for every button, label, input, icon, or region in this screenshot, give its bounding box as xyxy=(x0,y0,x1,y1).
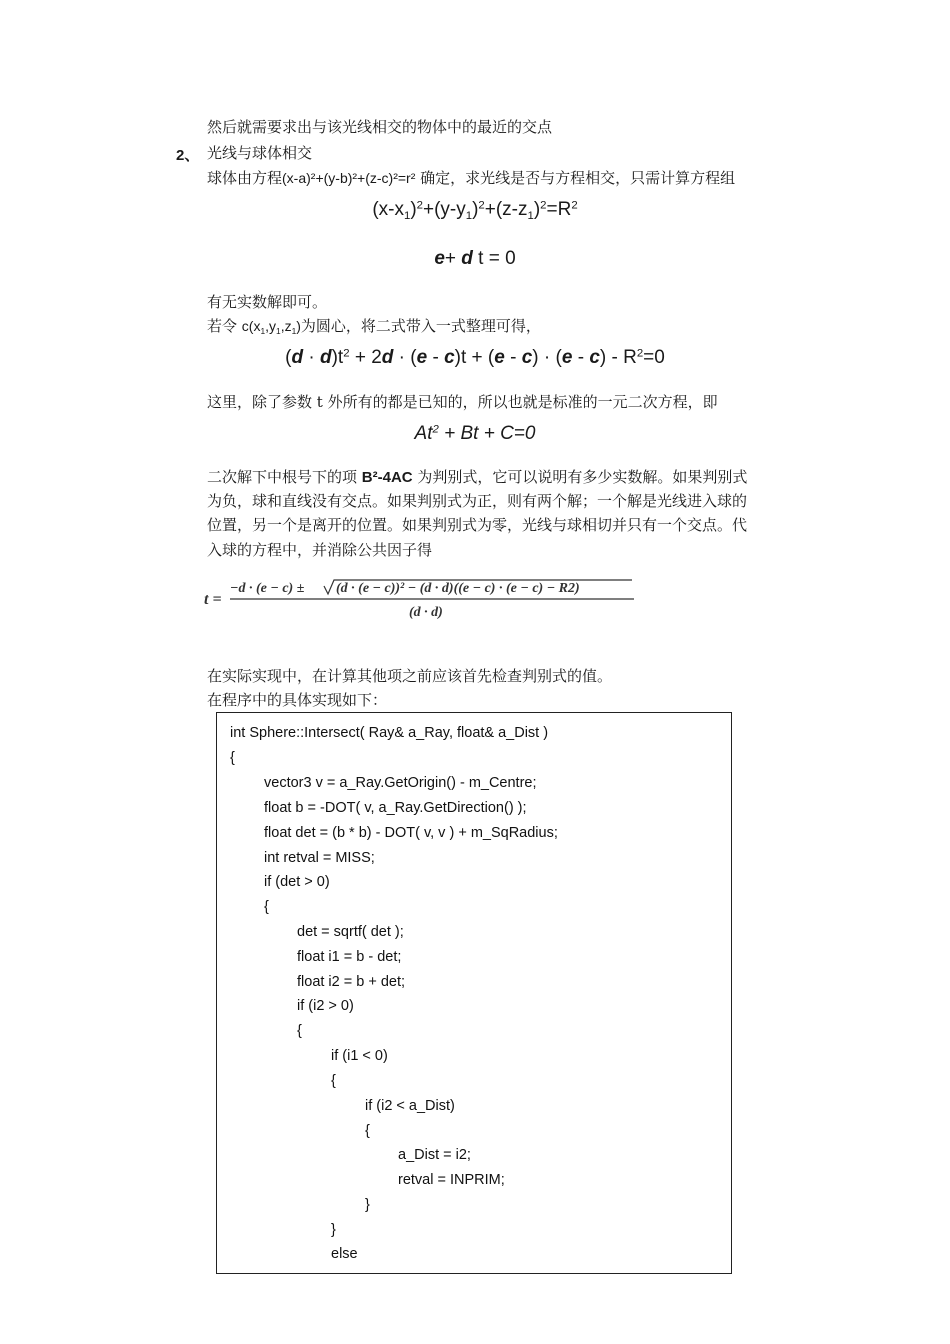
equation-quadratic: $At^2 + Bt + C=0$ xyxy=(414,423,536,444)
code-line: float b = -DOT( v, a_Ray.GetDirection() ); xyxy=(264,800,527,816)
svg-text:(d · d): (d · d) xyxy=(409,605,443,620)
code-line: } xyxy=(365,1197,370,1213)
code-line: if (i2 > 0) xyxy=(297,998,354,1014)
discriminant-line-1 xyxy=(207,467,747,488)
code-line: a_Dist = i2; xyxy=(398,1147,471,1163)
code-block xyxy=(216,712,732,1274)
discriminant-line-2: 为负，球和直线没有交点。如果判别式为正，则有两个解；一个解是光线进入球的 xyxy=(207,492,748,510)
code-line: retval = INPRIM; xyxy=(398,1172,505,1188)
center-notation: $c(x_1,y_1,z_1)$ xyxy=(241,318,301,336)
svg-text:t =: t = xyxy=(204,591,222,608)
code-line: int retval = MISS; xyxy=(264,850,375,866)
real-solution-line: 有无实数解即可。 xyxy=(207,293,328,311)
sphere-definition-line xyxy=(207,168,735,188)
equation-combined: $(d \cdot d)t^2 + 2d \cdot (e - c)t + (e - c) \cdot (e - c) - R^2=0$ xyxy=(285,347,665,368)
code-line: vector3 v = a_Ray.GetOrigin() - m_Centre; xyxy=(264,775,537,791)
t-solution-formula xyxy=(204,576,644,622)
code-line: if (i1 < 0) xyxy=(331,1048,388,1064)
implementation-line: 在程序中的具体实现如下： xyxy=(207,691,388,709)
code-line: float i1 = b - det; xyxy=(297,949,402,965)
disc-text-a: 二次解下中根号下的项 xyxy=(207,468,362,486)
disc-text-b: 为判别式，它可以说明有多少实数解。如果判别式 xyxy=(412,468,748,486)
code-line: if (det > 0) xyxy=(264,874,330,890)
practice-line: 在实际实现中，在计算其他项之前应该首先检查判别式的值。 xyxy=(207,667,613,685)
let-text-b: 为圆心，将二式带入一式整理可得， xyxy=(300,317,541,335)
code-line: det = sqrtf( det ); xyxy=(297,924,404,940)
code-line: { xyxy=(230,750,235,766)
sphere-equation: (x-a)²+(y-b)²+(z-c)²=r² xyxy=(282,170,416,186)
section-title: 光线与球体相交 xyxy=(207,144,313,162)
code-line: { xyxy=(297,1023,302,1039)
code-line: float det = (b * b) - DOT( v, v ) + m_SqRadius; xyxy=(264,825,558,841)
discriminant-term: B²-4AC xyxy=(361,469,413,486)
code-line: { xyxy=(365,1123,370,1139)
code-line: int Sphere::Intersect( Ray& a_Ray, float& a_Dist ) xyxy=(230,725,549,741)
svg-text:(d · (e − c))² − (d · d)((e −: (d · (e − c))² − (d · d)((e − c) · (e − c) − R2) xyxy=(336,581,580,596)
svg-text:−d · (e − c) ±: −d · (e − c) ± xyxy=(230,581,305,596)
discriminant-line-4: 入球的方程中，并消除公共因子得 xyxy=(207,541,433,559)
intro-line: 然后就需要求出与该光线相交的物体中的最近的交点 xyxy=(207,118,553,136)
code-line: { xyxy=(331,1073,336,1089)
let-center-line xyxy=(207,316,541,341)
code-line: else xyxy=(331,1246,358,1262)
discriminant-line-3: 位置，另一个是离开的位置。如果判别式为零，光线与球相切并只有一个交点。代 xyxy=(207,516,748,534)
let-text-a: 若令 xyxy=(207,317,242,335)
quadratic-explain-line: 这里，除了参数 t 外所有的都是已知的，所以也就是标准的一元二次方程，即 xyxy=(207,393,718,411)
code-line: float i2 = b + det; xyxy=(297,974,406,990)
code-line: } xyxy=(331,1222,336,1238)
code-line: if (i2 < a_Dist) xyxy=(365,1098,455,1114)
section-number: 2、 xyxy=(176,147,200,164)
sphere-text-b: 确定，求光线是否与方程相交，只需计算方程组 xyxy=(415,169,736,187)
equation-sphere: $(x-x_1)^2+(y-y_1)^2+(z-z_1)^2=R^2$ xyxy=(372,199,578,222)
sphere-text-a: 球体由方程 xyxy=(207,169,283,187)
code-line: { xyxy=(264,899,269,915)
equation-ray: e+ d t = 0 xyxy=(434,248,516,269)
